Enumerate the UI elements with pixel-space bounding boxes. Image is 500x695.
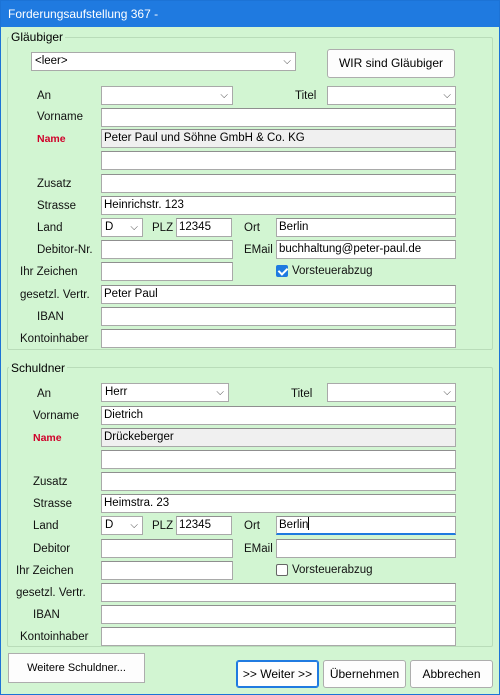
weiter-button[interactable]: >> Weiter >>: [236, 660, 319, 688]
glaeubiger-strasse-input[interactable]: Heinrichstr. 123: [101, 196, 456, 215]
wir-sind-glaeubiger-button[interactable]: WIR sind Gläubiger: [327, 49, 455, 78]
schuldner-an-value: Herr: [105, 386, 128, 398]
glaeubiger-kontoinhaber-label: Kontoinhaber: [20, 333, 89, 345]
chevron-down-icon: ⌵: [443, 90, 451, 101]
schuldner-ihr-zeichen-input[interactable]: [101, 561, 233, 580]
schuldner-zusatz-input[interactable]: [101, 472, 456, 491]
glaeubiger-land-select[interactable]: [101, 218, 143, 237]
schuldner-ihr-zeichen-label: Ihr Zeichen: [16, 565, 74, 577]
glaeubiger-plz-label: PLZ: [152, 222, 174, 234]
glaeubiger-vorsteuer-checkbox[interactable]: [276, 265, 288, 277]
schuldner-titel-select[interactable]: [327, 383, 456, 402]
schuldner-email-input[interactable]: [276, 539, 456, 558]
glaeubiger-vertreter-label: gesetzl. Vertr.: [20, 289, 90, 301]
glaeubiger-selector-value: <leer>: [35, 55, 68, 67]
glaeubiger-selector[interactable]: [31, 52, 296, 71]
schuldner-strasse-label: Strasse: [33, 498, 72, 510]
glaeubiger-land-label: Land: [37, 222, 63, 234]
glaeubiger-kontoinhaber-input[interactable]: [101, 329, 456, 348]
chevron-down-icon: ⌵: [443, 387, 451, 398]
schuldner-name2-input[interactable]: [101, 450, 456, 469]
glaeubiger-strasse-label: Strasse: [37, 200, 76, 212]
glaeubiger-vorname-input[interactable]: [101, 108, 456, 127]
glaeubiger-land-value: D: [105, 221, 114, 233]
title-bar: Forderungsaufstellung 367 -: [1, 1, 499, 27]
glaeubiger-debitor-input[interactable]: [101, 240, 233, 259]
glaeubiger-zusatz-label: Zusatz: [37, 178, 72, 190]
schuldner-kontoinhaber-input[interactable]: [101, 627, 456, 646]
schuldner-vorname-label: Vorname: [33, 410, 80, 422]
schuldner-ort-value: Berlin: [279, 519, 309, 531]
schuldner-zusatz-label: Zusatz: [33, 476, 68, 488]
glaeubiger-debitor-label: Debitor-Nr.: [37, 244, 93, 256]
glaeubiger-name-input[interactable]: Peter Paul und Söhne GmbH & Co. KG: [101, 129, 456, 148]
schuldner-debitor-label: Debitor: [33, 543, 71, 555]
schuldner-strasse-input[interactable]: Heimstra. 23: [101, 494, 456, 513]
chevron-down-icon: ⌵: [220, 90, 228, 101]
glaeubiger-name2-input[interactable]: [101, 151, 456, 170]
schuldner-land-value: D: [105, 519, 114, 531]
glaeubiger-titel-label: Titel: [295, 90, 317, 102]
schuldner-ort-label: Ort: [244, 520, 260, 532]
glaeubiger-an-label: An: [37, 90, 52, 102]
schuldner-vorsteuer-label: Vorsteuerabzug: [292, 564, 373, 576]
schuldner-titel-label: Titel: [291, 388, 313, 400]
schuldner-vertreter-label: gesetzl. Vertr.: [16, 587, 86, 599]
schuldner-land-select[interactable]: [101, 516, 143, 535]
glaeubiger-zusatz-input[interactable]: [101, 174, 456, 193]
schuldner-an-select[interactable]: [101, 383, 229, 402]
glaeubiger-group-title: Gläubiger: [11, 30, 64, 44]
text-cursor: [308, 517, 309, 530]
glaeubiger-ihr-zeichen-input[interactable]: [101, 262, 233, 281]
schuldner-vertreter-input[interactable]: [101, 583, 456, 602]
schuldner-ort-input[interactable]: [276, 516, 456, 535]
glaeubiger-vorsteuer-label: Vorsteuerabzug: [292, 265, 373, 277]
glaeubiger-vorname-label: Vorname: [37, 111, 84, 123]
abbrechen-button[interactable]: Abbrechen: [410, 660, 493, 688]
chevron-down-icon: ⌵: [216, 387, 224, 398]
glaeubiger-iban-input[interactable]: [101, 307, 456, 326]
schuldner-debitor-input[interactable]: [101, 539, 233, 558]
schuldner-vorname-input[interactable]: Dietrich: [101, 406, 456, 425]
glaeubiger-ort-label: Ort: [244, 222, 260, 234]
schuldner-name-label: Name: [33, 432, 62, 444]
schuldner-plz-input[interactable]: 12345: [176, 516, 232, 535]
uebernehmen-button[interactable]: Übernehmen: [323, 660, 406, 688]
schuldner-an-label: An: [37, 388, 52, 400]
chevron-down-icon: ⌵: [130, 520, 138, 531]
schuldner-vorsteuer-checkbox[interactable]: [276, 564, 288, 576]
glaeubiger-an-select[interactable]: [101, 86, 233, 105]
glaeubiger-vertreter-input[interactable]: Peter Paul: [101, 285, 456, 304]
chevron-down-icon: ⌵: [283, 56, 291, 67]
schuldner-group-title: Schuldner: [11, 361, 66, 375]
glaeubiger-plz-input[interactable]: 12345: [176, 218, 232, 237]
schuldner-iban-input[interactable]: [101, 605, 456, 624]
glaeubiger-email-input[interactable]: buchhaltung@peter-paul.de: [276, 240, 456, 259]
glaeubiger-ihr-zeichen-label: Ihr Zeichen: [20, 266, 78, 278]
glaeubiger-ort-input[interactable]: Berlin: [276, 218, 456, 237]
schuldner-name-input[interactable]: Drückeberger: [101, 428, 456, 447]
schuldner-land-label: Land: [33, 520, 59, 532]
glaeubiger-titel-select[interactable]: [327, 86, 456, 105]
schuldner-plz-label: PLZ: [152, 520, 174, 532]
glaeubiger-name-label: Name: [37, 133, 66, 145]
schuldner-iban-label: IBAN: [33, 609, 60, 621]
schuldner-email-label: EMail: [244, 543, 273, 555]
weitere-schuldner-button[interactable]: Weitere Schuldner...: [8, 653, 145, 683]
glaeubiger-iban-label: IBAN: [37, 311, 64, 323]
glaeubiger-email-label: EMail: [244, 244, 273, 256]
chevron-down-icon: ⌵: [130, 222, 138, 233]
schuldner-kontoinhaber-label: Kontoinhaber: [20, 631, 89, 643]
